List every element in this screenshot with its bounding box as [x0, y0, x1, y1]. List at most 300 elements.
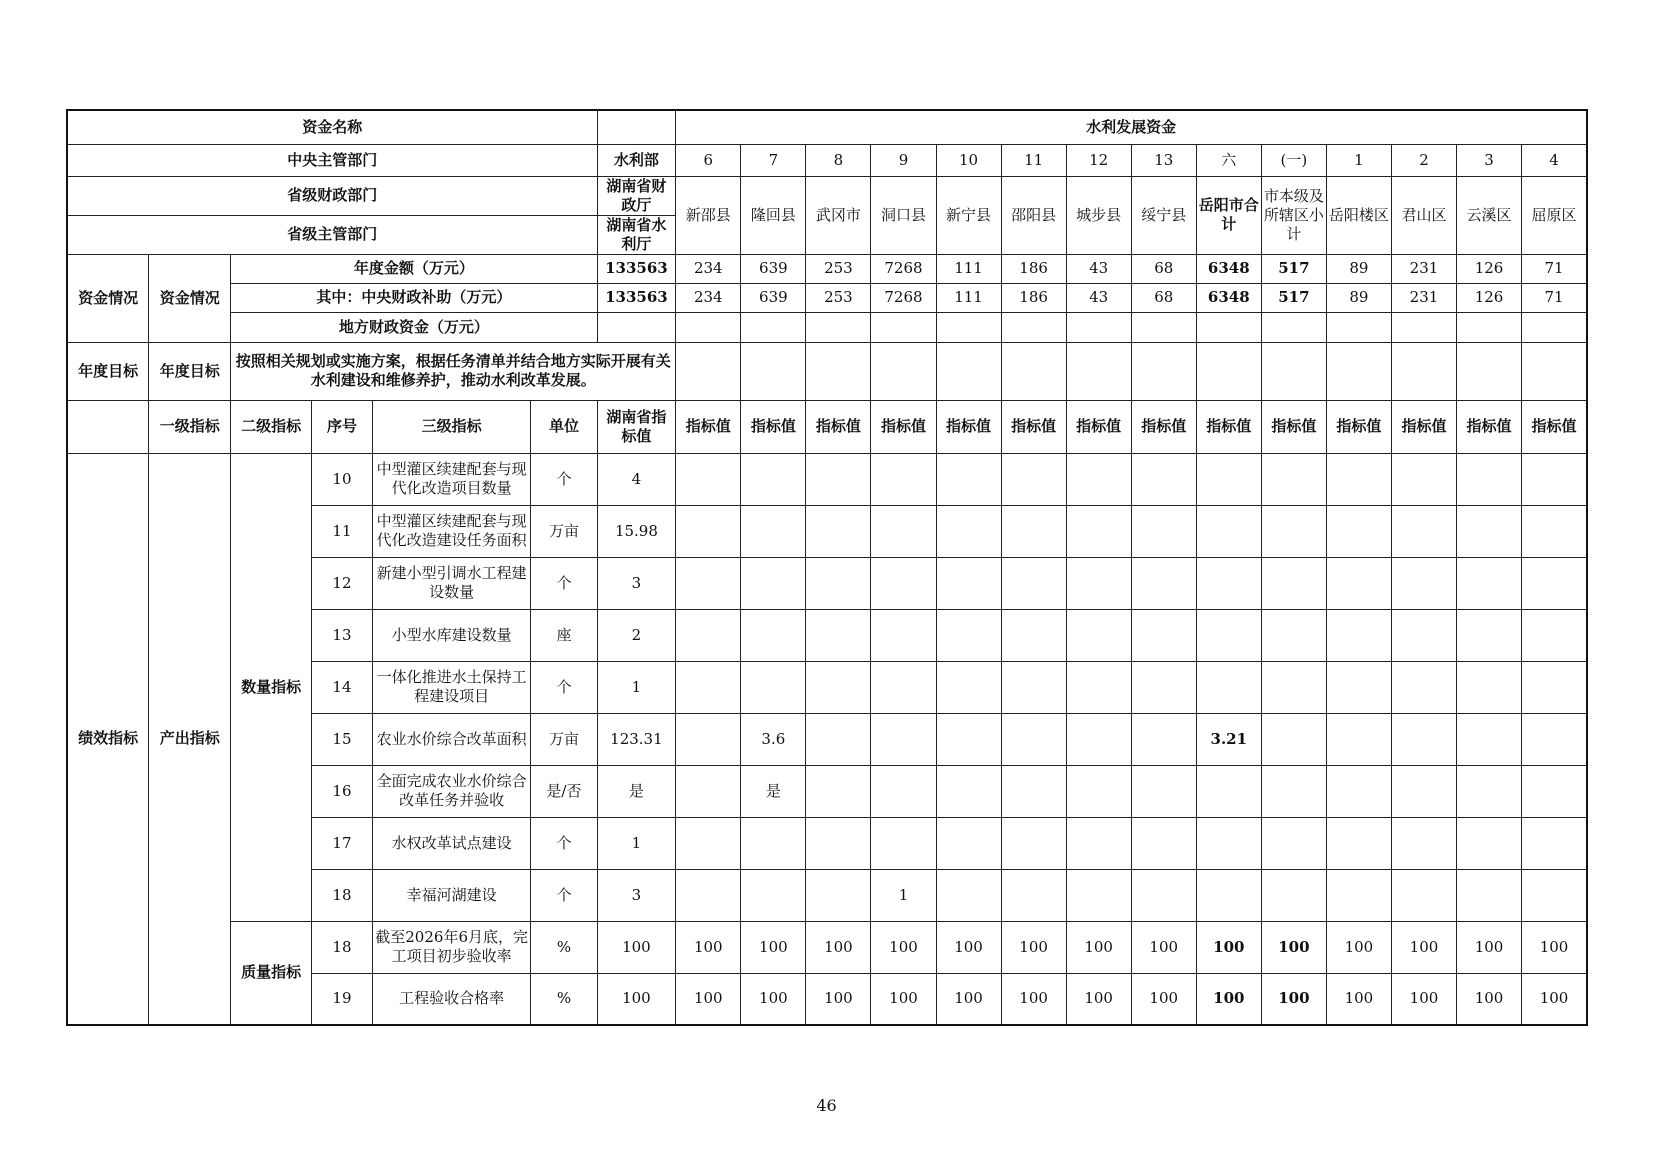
indicator-value-cell: 100: [1391, 973, 1456, 1025]
annual-goal-cell: [1196, 342, 1261, 400]
indicator-value-cell: [806, 817, 871, 869]
annual-goal-sub-label: 年度目标: [149, 342, 231, 400]
fund-name-spacer: [597, 110, 676, 144]
indicator-value-cell: 100: [1326, 921, 1391, 973]
central-subsidy-cell: 89: [1326, 283, 1391, 312]
indicator-value-cell: [1391, 661, 1456, 713]
central-subsidy-cell: 111: [936, 283, 1001, 312]
indicator-value-cell: [1457, 869, 1522, 921]
indicator-name: 一体化推进水土保持工程建设项目: [372, 661, 530, 713]
indicator-value-cell: [1391, 453, 1456, 505]
region-value-header: 指标值: [676, 400, 741, 453]
indicator-value-cell: [676, 557, 741, 609]
indicator-value-cell: [871, 453, 936, 505]
central-subsidy-cell: 7268: [871, 283, 936, 312]
central-subsidy-cell: 517: [1261, 283, 1326, 312]
indicator-province-value: 3: [597, 557, 676, 609]
central-subsidy-cell: 126: [1457, 283, 1522, 312]
prov-finance-value: 湖南省财政厅: [597, 176, 676, 215]
indicator-value-cell: [936, 557, 1001, 609]
indicator-value-cell: [936, 661, 1001, 713]
central-subsidy-cell: 639: [741, 283, 806, 312]
indicator-name: 截至2026年6月底，完工项目初步验收率: [372, 921, 530, 973]
indicator-name: 全面完成农业水价综合改革任务并验收: [372, 765, 530, 817]
indicator-value-cell: [1522, 765, 1587, 817]
indicator-value-cell: [1457, 713, 1522, 765]
indicator-province-value: 123.31: [597, 713, 676, 765]
prov-dept-label: 省级主管部门: [67, 215, 597, 254]
indicator-value-cell: 100: [1066, 973, 1131, 1025]
indicator-unit: 个: [531, 661, 597, 713]
indicator-value-cell: [1131, 713, 1196, 765]
region-value-header: 指标值: [871, 400, 936, 453]
annual-goal-cell: [1522, 342, 1587, 400]
annual-amount-cell: 186: [1001, 254, 1066, 283]
region-number: 12: [1066, 144, 1131, 176]
indicator-value-cell: 1: [871, 869, 936, 921]
output-indicator-label: 产出指标: [149, 453, 231, 1025]
region-value-header: 指标值: [1001, 400, 1066, 453]
annual-goal-cell: [741, 342, 806, 400]
page-number: 46: [816, 1096, 837, 1115]
annual-goal-cell: [1457, 342, 1522, 400]
indicator-value-cell: [1131, 609, 1196, 661]
indicator-seq: 13: [312, 609, 373, 661]
indicator-value-cell: [676, 869, 741, 921]
indicator-value-cell: [1326, 609, 1391, 661]
performance-target-table: [66, 109, 1588, 1026]
indicator-seq: 18: [312, 869, 373, 921]
indicator-value-cell: [676, 817, 741, 869]
indicator-value-cell: [1391, 765, 1456, 817]
annual-amount-cell: 7268: [871, 254, 936, 283]
indicator-value-cell: [1261, 557, 1326, 609]
indicator-value-cell: 100: [871, 921, 936, 973]
region-number: 六: [1196, 144, 1261, 176]
indicator-value-cell: [1066, 713, 1131, 765]
indicator-value-cell: [1196, 817, 1261, 869]
annual-amount-cell: 89: [1326, 254, 1391, 283]
region-number: 10: [936, 144, 1001, 176]
indicator-province-value: 1: [597, 817, 676, 869]
indicator-value-cell: [936, 453, 1001, 505]
annual-amount-cell: 234: [676, 254, 741, 283]
annual-goal-cell: [871, 342, 936, 400]
indicator-value-cell: [676, 713, 741, 765]
indicator-value-cell: 100: [1522, 921, 1587, 973]
region-number: 4: [1522, 144, 1587, 176]
indicator-value-cell: [741, 869, 806, 921]
indicator-value-cell: 100: [806, 973, 871, 1025]
indicator-name: 农业水价综合改革面积: [372, 713, 530, 765]
indicator-value-cell: [936, 765, 1001, 817]
indicator-value-cell: [1326, 713, 1391, 765]
indicator-value-cell: 100: [1457, 973, 1522, 1025]
indicator-value-cell: [1131, 557, 1196, 609]
level1-header: 一级指标: [149, 400, 231, 453]
annual-amount-cell: 6348: [1196, 254, 1261, 283]
annual-goal-cell: [806, 342, 871, 400]
indicator-province-value: 100: [597, 921, 676, 973]
indicator-value-cell: [1261, 765, 1326, 817]
indicator-value-cell: [1326, 817, 1391, 869]
indicator-seq: 15: [312, 713, 373, 765]
central-subsidy-total: 133563: [597, 283, 676, 312]
indicator-seq: 11: [312, 505, 373, 557]
indicator-name: 中型灌区续建配套与现代化改造建设任务面积: [372, 505, 530, 557]
indicator-province-value: 2: [597, 609, 676, 661]
indicator-value-cell: [1196, 505, 1261, 557]
indicator-value-cell: [1131, 453, 1196, 505]
indicator-value-cell: [1391, 609, 1456, 661]
indicator-value-cell: 100: [1457, 921, 1522, 973]
annual-goal-cell: [676, 342, 741, 400]
indicator-value-cell: [1391, 817, 1456, 869]
indicator-value-cell: [1131, 817, 1196, 869]
region-value-header: 指标值: [1457, 400, 1522, 453]
indicator-value-cell: 100: [1391, 921, 1456, 973]
indicator-value-cell: [871, 609, 936, 661]
local-funding-cell: [1522, 312, 1587, 342]
indicator-value-cell: [676, 765, 741, 817]
indicator-value-cell: 100: [1196, 921, 1261, 973]
indicator-name: 新建小型引调水工程建设数量: [372, 557, 530, 609]
local-funding-cell: [806, 312, 871, 342]
region-name: 君山区: [1391, 176, 1456, 254]
annual-amount-cell: 68: [1131, 254, 1196, 283]
annual-goal-cell: [1326, 342, 1391, 400]
region-number: 3: [1457, 144, 1522, 176]
indicator-value-cell: 100: [741, 973, 806, 1025]
indicator-value-cell: 100: [1131, 973, 1196, 1025]
region-name: 新邵县: [676, 176, 741, 254]
indicator-value-cell: [1457, 453, 1522, 505]
central-subsidy-cell: 68: [1131, 283, 1196, 312]
indicator-value-cell: 100: [1066, 921, 1131, 973]
central-subsidy-cell: 6348: [1196, 283, 1261, 312]
central-subsidy-cell: 231: [1391, 283, 1456, 312]
indicator-value-cell: [1196, 869, 1261, 921]
funding-section-label: 资金情况: [67, 254, 149, 342]
indicator-value-cell: [871, 557, 936, 609]
region-value-header: 指标值: [1391, 400, 1456, 453]
seq-header: 序号: [312, 400, 373, 453]
indicator-value-cell: [1196, 609, 1261, 661]
region-value-header: 指标值: [741, 400, 806, 453]
central-dept-value: 水利部: [597, 144, 676, 176]
indicator-unit: 万亩: [531, 505, 597, 557]
indicator-value-cell: 100: [1001, 921, 1066, 973]
region-value-header: 指标值: [936, 400, 1001, 453]
region-name: 洞口县: [871, 176, 936, 254]
indicator-value-cell: [1522, 609, 1587, 661]
indicator-value-cell: [1131, 661, 1196, 713]
region-value-header: 指标值: [1196, 400, 1261, 453]
indicator-value-cell: [1457, 765, 1522, 817]
indicator-value-cell: [1196, 661, 1261, 713]
region-name: 邵阳县: [1001, 176, 1066, 254]
indicator-value-cell: 100: [1261, 973, 1326, 1025]
level3-header: 三级指标: [372, 400, 530, 453]
annual-goal-cell: [1131, 342, 1196, 400]
indicator-value-cell: [1001, 505, 1066, 557]
local-funding-label: 地方财政资金（万元）: [231, 312, 597, 342]
local-funding-cell: [936, 312, 1001, 342]
indicator-value-cell: [1196, 557, 1261, 609]
indicator-name: 工程验收合格率: [372, 973, 530, 1025]
annual-goal-cell: [1261, 342, 1326, 400]
local-funding-cell: [1261, 312, 1326, 342]
indicator-value-cell: [1001, 713, 1066, 765]
indicator-value-cell: [1326, 661, 1391, 713]
central-subsidy-cell: 71: [1522, 283, 1587, 312]
annual-goal-cell: [1066, 342, 1131, 400]
region-value-header: 指标值: [1261, 400, 1326, 453]
indicator-value-cell: 100: [676, 973, 741, 1025]
indicator-province-value: 是: [597, 765, 676, 817]
local-funding-cell: [1326, 312, 1391, 342]
indicator-value-cell: [1522, 869, 1587, 921]
annual-amount-cell: 231: [1391, 254, 1456, 283]
indicator-value-cell: [1457, 661, 1522, 713]
indicator-value-cell: [741, 609, 806, 661]
region-value-header: 指标值: [806, 400, 871, 453]
indicator-value-cell: 100: [1131, 921, 1196, 973]
indicator-seq: 19: [312, 973, 373, 1025]
indicator-value-cell: [871, 661, 936, 713]
indicator-value-cell: [1326, 557, 1391, 609]
local-funding-cell: [1001, 312, 1066, 342]
indicator-value-cell: [741, 817, 806, 869]
province-value-header: 湖南省指标值: [597, 400, 676, 453]
indicator-value-cell: [1261, 869, 1326, 921]
indicator-value-cell: [1457, 817, 1522, 869]
annual-goal-cell: [1001, 342, 1066, 400]
indicator-value-cell: [1066, 453, 1131, 505]
indicator-province-value: 4: [597, 453, 676, 505]
indicator-unit: 个: [531, 453, 597, 505]
indicator-value-cell: [676, 505, 741, 557]
indicator-unit: 万亩: [531, 713, 597, 765]
indicator-value-cell: [1261, 505, 1326, 557]
indicator-name: 小型水库建设数量: [372, 609, 530, 661]
annual-goal-label: 年度目标: [67, 342, 149, 400]
central-subsidy-cell: 234: [676, 283, 741, 312]
central-subsidy-cell: 43: [1066, 283, 1131, 312]
region-name: 隆回县: [741, 176, 806, 254]
indicator-value-cell: [936, 505, 1001, 557]
region-value-header: 指标值: [1066, 400, 1131, 453]
fund-name-value: 水利发展资金: [676, 110, 1587, 144]
level2-header: 二级指标: [231, 400, 312, 453]
region-number: 6: [676, 144, 741, 176]
region-name: 武冈市: [806, 176, 871, 254]
region-number: (一): [1261, 144, 1326, 176]
indicator-name: 中型灌区续建配套与现代化改造项目数量: [372, 453, 530, 505]
indicator-value-cell: [741, 453, 806, 505]
annual-goal-text: 按照相关规划或实施方案，根据任务清单并结合地方实际开展有关水利建设和维修养护，推动水利改革发展。: [231, 342, 676, 400]
indicator-value-cell: [1131, 765, 1196, 817]
indicator-value-cell: [1001, 661, 1066, 713]
indicator-value-cell: 是: [741, 765, 806, 817]
prov-finance-label: 省级财政部门: [67, 176, 597, 215]
indicator-value-cell: [1391, 505, 1456, 557]
region-name: 城步县: [1066, 176, 1131, 254]
indicator-value-cell: [1522, 661, 1587, 713]
indicator-seq: 10: [312, 453, 373, 505]
region-number: 1: [1326, 144, 1391, 176]
annual-amount-label: 年度金额（万元）: [231, 254, 597, 283]
region-number: 7: [741, 144, 806, 176]
indicator-value-cell: 100: [676, 921, 741, 973]
indicator-unit: 个: [531, 817, 597, 869]
region-name: 市本级及所辖区小计: [1261, 176, 1326, 254]
indicator-value-cell: 100: [1522, 973, 1587, 1025]
annual-amount-cell: 111: [936, 254, 1001, 283]
indicator-value-cell: [1326, 765, 1391, 817]
indicator-value-cell: [676, 453, 741, 505]
indicator-value-cell: [1066, 609, 1131, 661]
indicator-value-cell: [1001, 817, 1066, 869]
indicator-unit: 是/否: [531, 765, 597, 817]
indicator-province-value: 3: [597, 869, 676, 921]
indicator-value-cell: [1391, 869, 1456, 921]
indicator-value-cell: [1326, 869, 1391, 921]
region-number: 2: [1391, 144, 1456, 176]
indicator-value-cell: [1196, 765, 1261, 817]
indicator-seq: 14: [312, 661, 373, 713]
region-name: 云溪区: [1457, 176, 1522, 254]
indicator-value-cell: [1261, 453, 1326, 505]
indicator-value-cell: [676, 609, 741, 661]
indicator-seq: 12: [312, 557, 373, 609]
indicator-value-cell: [1066, 765, 1131, 817]
region-name: 岳阳市合计: [1196, 176, 1261, 254]
performance-section-label: 绩效指标: [67, 453, 149, 1025]
indicator-value-cell: 100: [936, 973, 1001, 1025]
indicator-value-cell: [936, 609, 1001, 661]
indicator-name: 幸福河湖建设: [372, 869, 530, 921]
indicator-value-cell: [1261, 713, 1326, 765]
indicator-value-cell: [936, 817, 1001, 869]
region-number: 13: [1131, 144, 1196, 176]
local-funding-total: [597, 312, 676, 342]
local-funding-cell: [1066, 312, 1131, 342]
indicator-value-cell: [1001, 557, 1066, 609]
region-number: 9: [871, 144, 936, 176]
indicator-value-cell: [806, 765, 871, 817]
indicator-value-cell: [806, 557, 871, 609]
annual-amount-cell: 253: [806, 254, 871, 283]
indicator-value-cell: 3.6: [741, 713, 806, 765]
indicator-value-cell: [1391, 557, 1456, 609]
indicator-seq: 17: [312, 817, 373, 869]
local-funding-cell: [1457, 312, 1522, 342]
indicator-value-cell: [871, 713, 936, 765]
indicator-value-cell: [806, 869, 871, 921]
indicator-value-cell: [1522, 557, 1587, 609]
local-funding-cell: [1196, 312, 1261, 342]
indicator-name: 水权改革试点建设: [372, 817, 530, 869]
indicator-value-cell: [676, 661, 741, 713]
prov-dept-value: 湖南省水利厅: [597, 215, 676, 254]
indicator-value-cell: 100: [871, 973, 936, 1025]
indicator-value-cell: 100: [1326, 973, 1391, 1025]
fund-name-label: 资金名称: [67, 110, 597, 144]
indicator-value-cell: [1261, 661, 1326, 713]
region-number: 8: [806, 144, 871, 176]
indicator-value-cell: [871, 505, 936, 557]
indicator-value-cell: [1001, 453, 1066, 505]
indicator-seq: 18: [312, 921, 373, 973]
indicator-value-cell: 100: [1001, 973, 1066, 1025]
indicator-value-cell: [1001, 869, 1066, 921]
indicator-value-cell: [871, 817, 936, 869]
indicator-value-cell: 100: [1196, 973, 1261, 1025]
central-subsidy-cell: 253: [806, 283, 871, 312]
indicator-value-cell: [1326, 453, 1391, 505]
region-name: 新宁县: [936, 176, 1001, 254]
indicator-value-cell: [741, 661, 806, 713]
indicator-value-cell: [741, 505, 806, 557]
level2-indicator-label: 数量指标: [231, 453, 312, 921]
annual-amount-cell: 71: [1522, 254, 1587, 283]
region-value-header: 指标值: [1131, 400, 1196, 453]
indicator-unit: 个: [531, 557, 597, 609]
indicator-value-cell: [936, 713, 1001, 765]
indicator-value-cell: [1391, 713, 1456, 765]
indicator-value-cell: [1457, 557, 1522, 609]
local-funding-cell: [676, 312, 741, 342]
indicator-row: [67, 453, 1587, 505]
indicator-value-cell: [1522, 817, 1587, 869]
indicator-value-cell: [1001, 609, 1066, 661]
indicator-value-cell: [806, 609, 871, 661]
indicator-value-cell: [1196, 453, 1261, 505]
indicator-value-cell: [1326, 505, 1391, 557]
indicator-value-cell: [871, 765, 936, 817]
indicator-value-cell: 100: [741, 921, 806, 973]
region-name: 屈原区: [1522, 176, 1587, 254]
indicator-province-value: 15.98: [597, 505, 676, 557]
annual-amount-cell: 43: [1066, 254, 1131, 283]
indicator-value-cell: [1001, 765, 1066, 817]
annual-amount-cell: 126: [1457, 254, 1522, 283]
indicator-value-cell: 100: [936, 921, 1001, 973]
indicator-province-value: 1: [597, 661, 676, 713]
indicator-value-cell: [936, 869, 1001, 921]
indicator-province-value: 100: [597, 973, 676, 1025]
indicator-unit: %: [531, 921, 597, 973]
region-value-header: 指标值: [1522, 400, 1587, 453]
indicator-value-cell: 3.21: [1196, 713, 1261, 765]
annual-goal-cell: [1391, 342, 1456, 400]
central-subsidy-cell: 186: [1001, 283, 1066, 312]
local-funding-cell: [741, 312, 806, 342]
indicator-value-cell: [1522, 453, 1587, 505]
central-dept-label: 中央主管部门: [67, 144, 597, 176]
indicator-value-cell: [1066, 505, 1131, 557]
indicator-value-cell: [806, 661, 871, 713]
local-funding-cell: [1391, 312, 1456, 342]
indicator-unit: 个: [531, 869, 597, 921]
indicator-value-cell: [1066, 817, 1131, 869]
unit-header: 单位: [531, 400, 597, 453]
indicator-value-cell: [1131, 869, 1196, 921]
central-subsidy-label: 其中：中央财政补助（万元）: [231, 283, 597, 312]
indicator-value-cell: [1261, 817, 1326, 869]
indicator-value-cell: 100: [806, 921, 871, 973]
